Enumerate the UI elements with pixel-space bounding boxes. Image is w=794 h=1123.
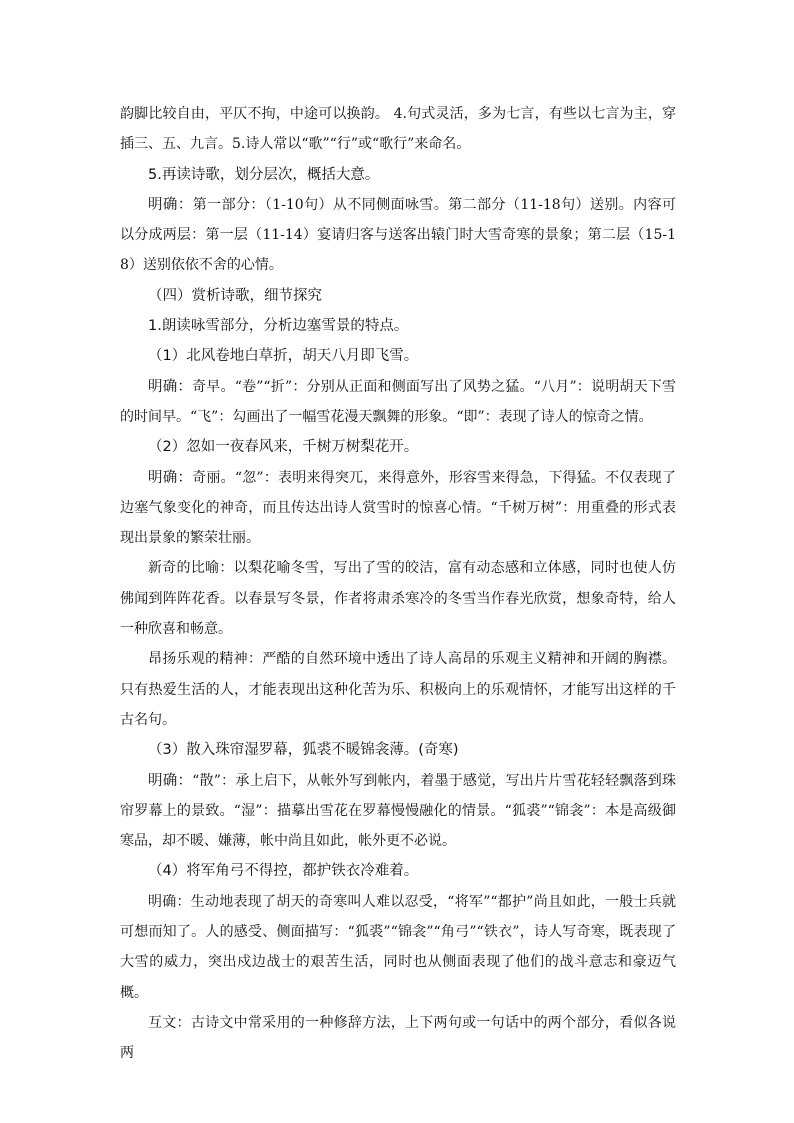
answer-line-2 [120, 463, 676, 554]
paragraph-metaphor [120, 553, 676, 644]
poem-line-4 [120, 856, 676, 886]
paragraph-text: 明确：生动地表现了胡天的奇寒叫人难以忍受，“将军”“都护”尚且如此，一般士兵就可想而知了。人的感受、侧面描写：“狐裘”“锦衾”“角弓”“铁衣”，诗人写奇寒，既表现了大雪的威力，突出戍边战士的艰苦生活，同时也从侧面表现了他们的战斗意志和豪迈气概。 [120, 893, 676, 1001]
heading-reread-poem [120, 160, 676, 190]
answer-line-3 [120, 766, 676, 857]
answer-label: 明确： [148, 469, 193, 486]
answer-text: 奇早。“卷”“折”：分别从正面和侧面写出了风势之猛。“八月”：说明胡天下雪的时间早。“飞”：勾画出了一幅雪花漫天飘舞的形象。“即”：表现了诗人的惊奇之情。 [120, 378, 677, 425]
section-heading-appreciation [120, 281, 676, 311]
poem-line-3 [120, 735, 676, 765]
paragraph-text: 昂扬乐观的精神：严酷的自然环境中透出了诗人高昂的乐观主义精神和开阔的胸襟。只有热爱生活的人，才能表现出这种化苦为乐、积极向上的乐观情怀，才能写出这样的千古名句。 [120, 651, 676, 728]
answer-line-1 [120, 372, 676, 433]
heading-text: （四）赏析诗歌，细节探究 [148, 287, 322, 304]
answer-text: “散”：承上启下，从帐外写到帐内，着墨于感觉，写出片片雪花轻轻飘落到珠帘罗幕上的景致。“湿”：描摹出雪花在罗幕慢慢融化的情景。“狐裘”“锦衾”：本是高级御寒品，却不暖、嫌薄，帐中尚且如此，帐外更不必说。 [120, 772, 677, 850]
poem-line-text: （4）将军角弓不得控，都护铁衣冷难着。 [148, 863, 419, 880]
poem-line-2 [120, 432, 676, 462]
heading-text: 5.再读诗歌，划分层次，概括大意。 [148, 166, 380, 183]
answer-label: 明确： [148, 772, 193, 789]
paragraph-ancient-poetry-features [120, 99, 676, 160]
answer-label: 明确： [148, 196, 193, 213]
paragraph-text: 互文：古诗文中常采用的一种修辞方法，上下两句或一句话中的两个部分，看似各说两 [120, 1014, 676, 1062]
poem-line-1 [120, 341, 676, 371]
answer-line-4 [120, 887, 676, 1008]
answer-text: 奇丽。“忽”：表明来得突兀，来得意外，形容雪来得急，下得猛。不仅表现了边塞气象变化的神奇，而且传达出诗人赏雪时的惊喜心情。“千树万树”：用重叠的形式表现出景象的繁荣壮丽。 [120, 469, 677, 547]
poem-line-text: （3）散入珠帘湿罗幕，狐裘不暖锦衾薄。(奇寒) [148, 742, 459, 759]
answer-text: 第一部分：（1-10句）从不同侧面咏雪。第二部分（11-18句）送别。内容可以分成两层：第一层（11-14）宴请归客与送客出辕门时大雪奇寒的景象；第二层（15-18）送别依依不舍的心情。 [120, 196, 677, 274]
poem-line-text: （2）忽如一夜春风来，千树万树梨花开。 [148, 439, 419, 456]
answer-label: 明确： [148, 378, 193, 395]
paragraph-text: 新奇的比喻：以梨花喻冬雪，写出了雪的皎洁，富有动态感和立体感，同时也使人仿佛闻到阵阵花香。以春景写冬景，作者将肃杀寒冷的冬雪当作春光欣赏，想象奇特，给人一种欣喜和畅意。 [120, 560, 676, 638]
paragraph-intertextuality [120, 1008, 676, 1069]
paragraph-text: 韵脚比较自由，平仄不拘，中途可以换韵。 4.句式灵活，多为七言，有些以七言为主，穿插三、五、九言。5.诗人常以“歌”“行”或“歌行”来命名。 [120, 106, 676, 153]
poem-line-text: （1）北风卷地白草折，胡天八月即飞雪。 [148, 348, 419, 365]
paragraph-optimism [120, 644, 676, 735]
heading-text: 1.朗读咏雪部分，分析边塞雪景的特点。 [148, 318, 409, 335]
heading-snow-features [120, 311, 676, 341]
answer-structure [120, 190, 676, 281]
document-body [120, 99, 676, 1069]
